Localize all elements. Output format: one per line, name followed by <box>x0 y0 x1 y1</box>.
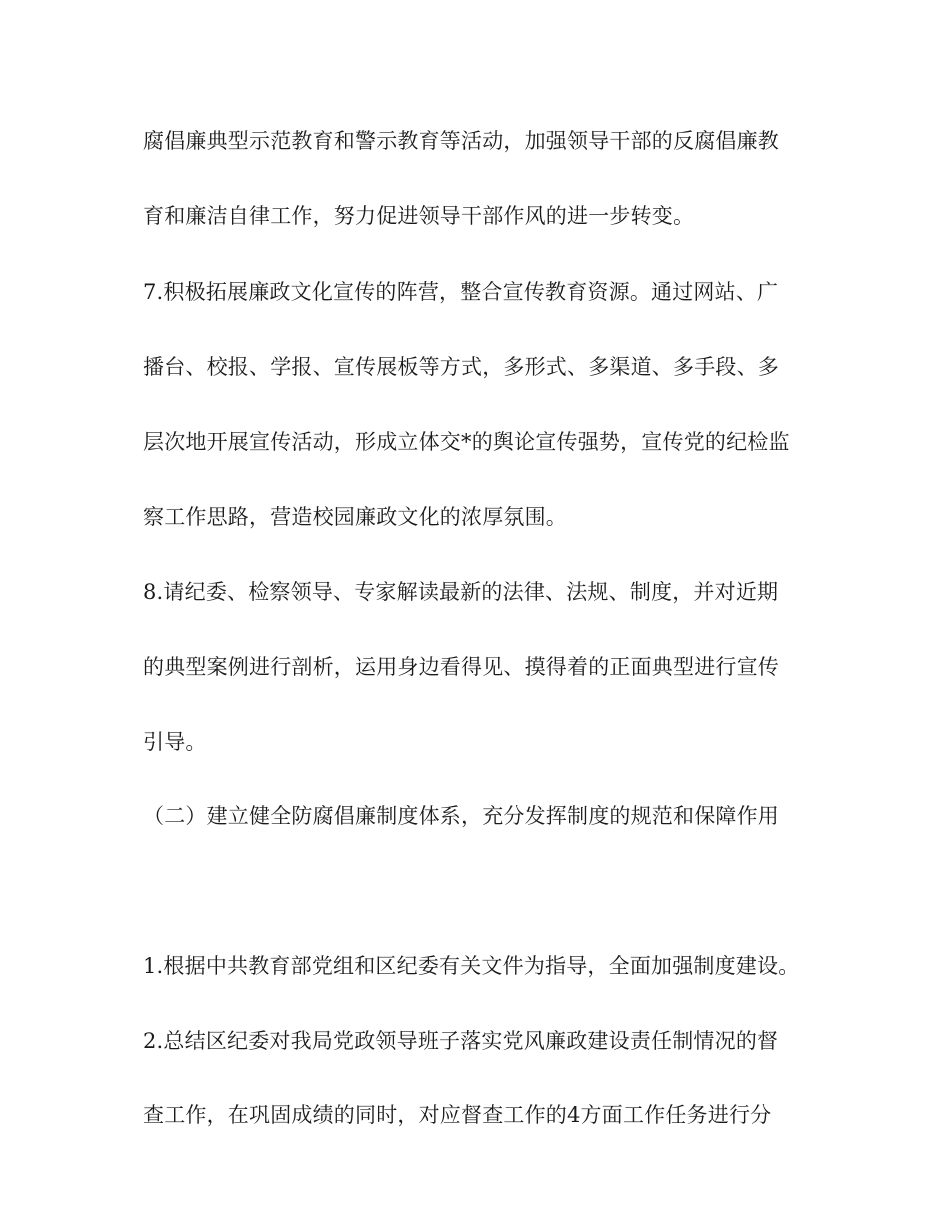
paragraph-line: 育和廉洁自律工作，努力促进领导干部作风的进一步转变。 <box>143 204 695 228</box>
paragraph-line: 播台、校报、学报、宣传展板等方式，多形式、多渠道、多手段、多 <box>143 355 779 379</box>
paragraph-line: 腐倡廉典型示范教育和警示教育等活动，加强领导干部的反腐倡廉教 <box>143 129 779 153</box>
paragraph-line: 的典型案例进行剖析，运用身边看得见、摸得着的正面典型进行宣传 <box>143 655 779 679</box>
paragraph-line: 查工作，在巩固成绩的同时，对应督查工作的4方面工作任务进行分 <box>143 1103 772 1127</box>
paragraph-line: 察工作思路，营造校园廉政文化的浓厚氛围。 <box>143 505 567 529</box>
paragraph-line: 引导。 <box>143 730 207 754</box>
paragraph-line: 层次地开展宣传活动，形成立体交*的舆论宣传强势，宣传党的纪检监 <box>143 430 790 454</box>
list-item-7-line: 7.积极拓展廉政文化宣传的阵营，整合宣传教育资源。通过网站、广 <box>143 280 779 304</box>
section-heading: （二）建立健全防腐倡廉制度体系，充分发挥制度的规范和保障作用 <box>143 804 779 828</box>
list-item-1-line: 1.根据中共教育部党组和区纪委有关文件为指导，全面加强制度建设。 <box>143 954 800 978</box>
list-item-2-line: 2.总结区纪委对我局党政领导班子落实党风廉政建设责任制情况的督 <box>143 1029 779 1053</box>
list-item-8-line: 8.请纪委、检察领导、专家解读最新的法律、法规、制度，并对近期 <box>143 580 779 604</box>
